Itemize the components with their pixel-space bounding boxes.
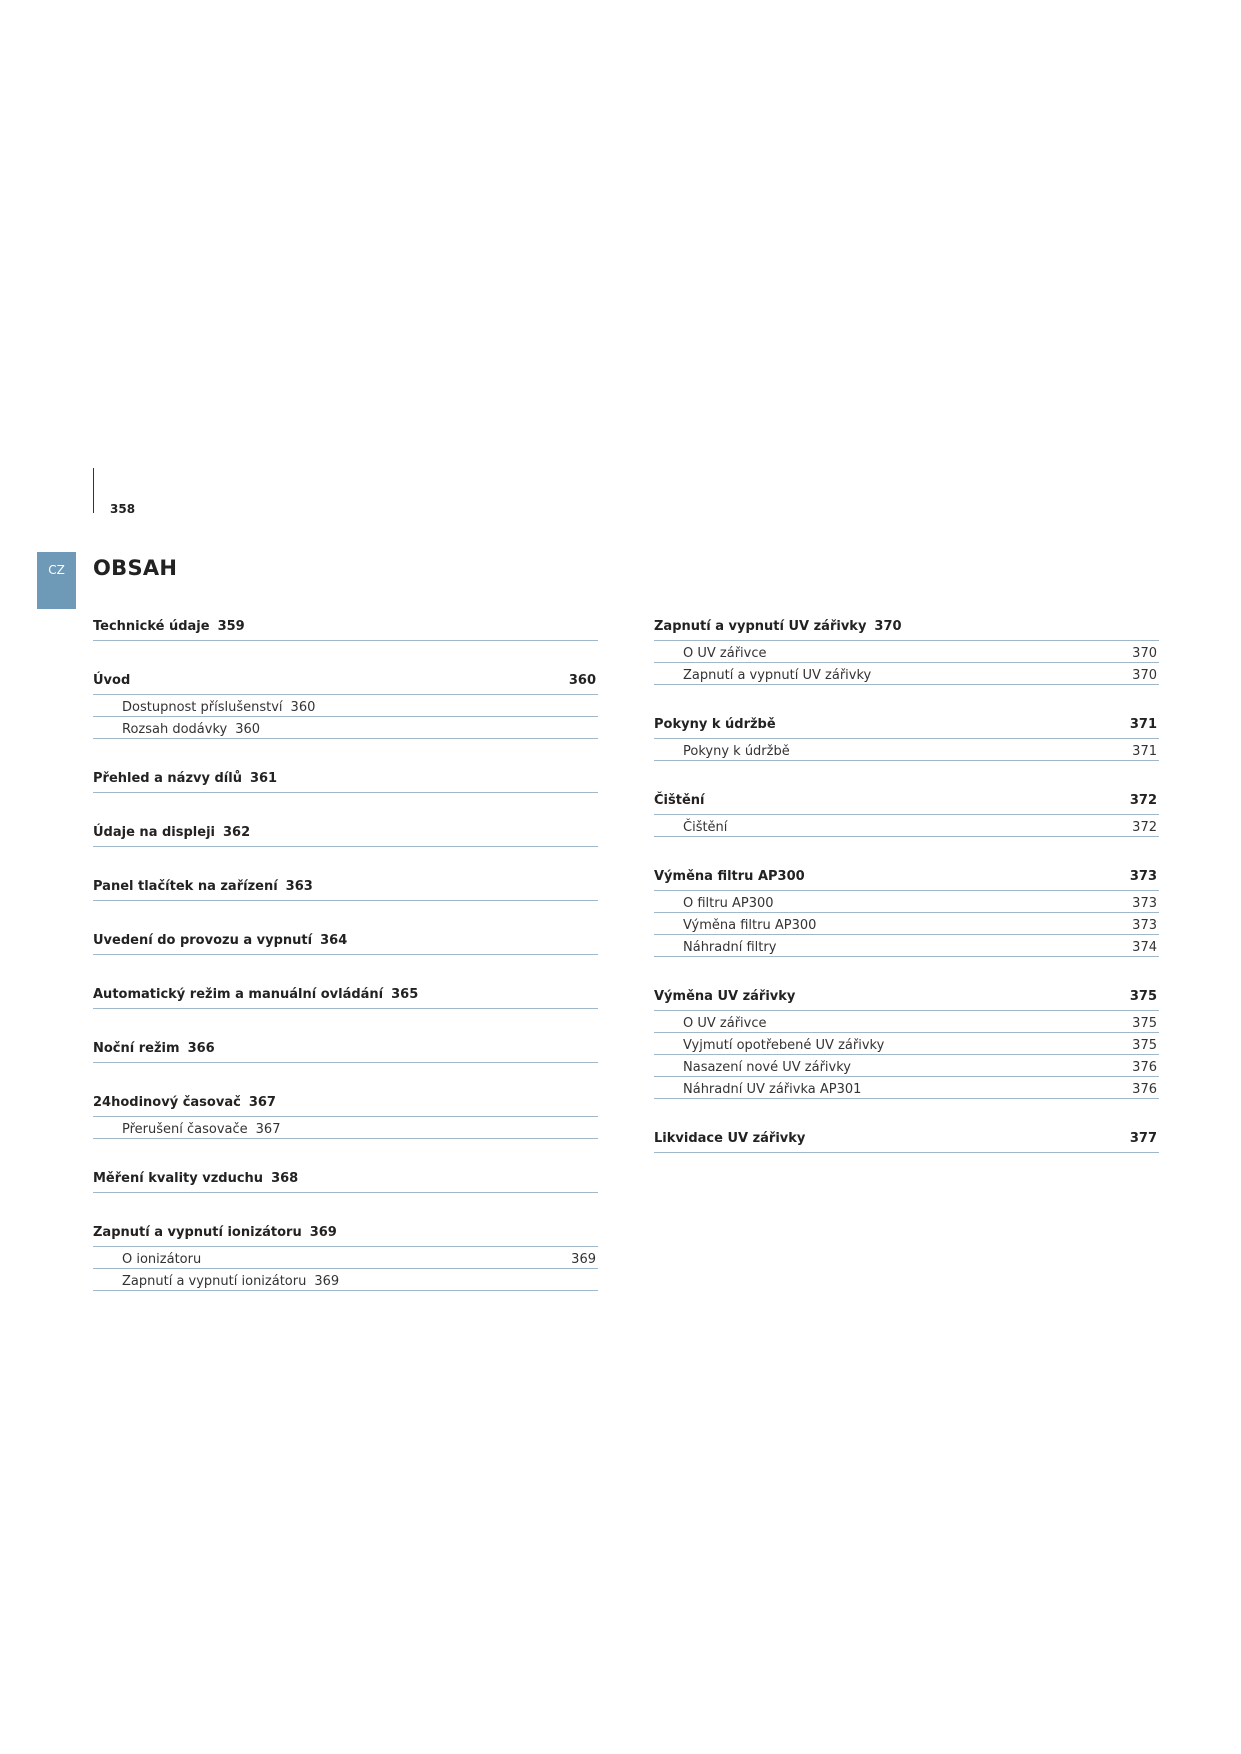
toc-entry[interactable] [654,782,1159,815]
language-tab: CZ [37,552,76,609]
toc-page-number: 373 [1132,917,1157,933]
toc-page-number: 361 [249,770,278,786]
toc-entry-label: Panel tlačítek na zařízení [93,878,278,894]
toc-page-number: 377 [1129,1130,1157,1146]
toc-group [654,782,1159,837]
toc-entry-label: Úvod [93,672,131,688]
toc-subentry[interactable] [654,891,1159,913]
toc-entry[interactable] [93,1030,598,1063]
toc-entry[interactable] [93,868,598,901]
toc-page-number: 376 [1132,1059,1157,1075]
toc-page-number: 367 [248,1094,276,1110]
toc-group [93,868,598,901]
toc-entry[interactable] [93,760,598,793]
toc-entry-label: Automatický režim a manuální ovládání [93,986,384,1002]
toc-group [93,662,598,739]
toc-group [93,1160,598,1193]
toc-entry-label: Čištění [654,792,705,808]
toc-subentry-label: Rozsah dodávky [122,721,228,737]
toc-page-number: 373 [1129,868,1157,884]
toc-page-number: 375 [1132,1037,1157,1053]
toc-left-column [93,608,598,1312]
toc-entry[interactable] [93,608,598,641]
toc-group [654,1120,1159,1153]
toc-entry[interactable] [93,662,598,695]
toc-page-number: 369 [309,1224,337,1240]
toc-page-number: 359 [217,618,245,634]
toc-group [93,1084,598,1139]
toc-page-number: 370 [1132,667,1157,683]
toc-subentry-label: Pokyny k údržbě [683,743,790,759]
toc-group [654,858,1159,957]
toc-entry-label: Výměna filtru AP300 [654,868,805,884]
toc-subentry[interactable] [654,739,1159,761]
toc-entry-label: Zapnutí a vypnutí UV zářivky [654,618,867,634]
toc-subentry[interactable] [654,1055,1159,1077]
toc-subentry-label: Zapnutí a vypnutí ionizátoru [122,1273,307,1289]
toc-subentry-label: Náhradní filtry [683,939,777,955]
toc-page-number: 360 [235,721,261,737]
toc-subentry-label: Vyjmutí opotřebené UV zářivky [683,1037,885,1053]
toc-page-number: 371 [1129,716,1157,732]
toc-page-number: 365 [391,986,419,1002]
toc-right-column [654,608,1159,1174]
toc-entry[interactable] [93,1160,598,1193]
toc-group [654,706,1159,761]
toc-page-number: 371 [1132,743,1157,759]
toc-subentry-label: Čištění [683,819,728,835]
toc-page-number: 370 [874,618,902,634]
toc-page-number: 375 [1129,988,1157,1004]
toc-entry[interactable] [93,1084,598,1117]
toc-entry[interactable] [93,1214,598,1247]
toc-page-number: 364 [320,932,348,948]
toc-subentry[interactable] [93,1117,598,1139]
toc-entry-label: 24hodinový časovač [93,1094,241,1110]
toc-subentry-label: O UV zářivce [683,645,767,661]
toc-entry[interactable] [654,858,1159,891]
page-title: OBSAH [93,556,178,580]
toc-group [93,760,598,793]
toc-subentry-label: Zapnutí a vypnutí UV zářivky [683,667,872,683]
toc-entry-label: Výměna UV zářivky [654,988,796,1004]
toc-entry[interactable] [93,922,598,955]
toc-group [93,922,598,955]
toc-group [93,1214,598,1291]
toc-page-number: 368 [271,1170,299,1186]
toc-subentry[interactable] [654,815,1159,837]
toc-group [93,976,598,1009]
toc-page-number: 373 [1132,895,1157,911]
toc-group [654,978,1159,1099]
toc-entry-label: Technické údaje [93,618,210,634]
toc-page-number: 366 [187,1040,215,1056]
toc-entry[interactable] [93,814,598,847]
toc-entry-label: Pokyny k údržbě [654,716,776,732]
toc-page-number: 360 [568,672,596,688]
toc-page-number: 369 [314,1273,340,1289]
toc-group [654,608,1159,685]
toc-entry[interactable] [654,1120,1159,1153]
toc-subentry[interactable] [93,695,598,717]
toc-page-number: 367 [255,1121,281,1137]
toc-subentry-label: Dostupnost příslušenství [122,699,283,715]
toc-subentry[interactable] [93,1269,598,1291]
toc-entry-label: Likvidace UV zářivky [654,1130,806,1146]
toc-subentry[interactable] [654,663,1159,685]
toc-entry-label: Přehled a názvy dílů [93,770,242,786]
toc-subentry-label: O UV zářivce [683,1015,767,1031]
toc-subentry-label: O filtru AP300 [683,895,774,911]
toc-page-number: 363 [285,878,313,894]
toc-entry-label: Noční režim [93,1040,180,1056]
toc-subentry-label: Náhradní UV zářivka AP301 [683,1081,862,1097]
toc-subentry-label: Přerušení časovače [122,1121,248,1137]
toc-subentry[interactable] [654,641,1159,663]
toc-subentry[interactable] [654,935,1159,957]
page-number: 358 [110,502,136,516]
toc-page-number: 362 [222,824,251,840]
toc-page-number: 374 [1132,939,1157,955]
toc-entry[interactable] [654,608,1159,641]
toc-page-number: 372 [1129,792,1157,808]
toc-group [93,814,598,847]
toc-group [93,1030,598,1063]
toc-entry-label: Údaje na displeji [93,824,215,840]
toc-page-number: 372 [1132,819,1157,835]
toc-subentry-label: Výměna filtru AP300 [683,917,817,933]
toc-subentry[interactable] [93,1247,598,1269]
toc-entry[interactable] [654,978,1159,1011]
toc-entry-label: Zapnutí a vypnutí ionizátoru [93,1224,302,1240]
toc-subentry[interactable] [93,717,598,739]
toc-entry[interactable] [93,976,598,1009]
toc-subentry-label: Nasazení nové UV zářivky [683,1059,851,1075]
toc-page-number: 360 [290,699,316,715]
toc-subentry[interactable] [654,1033,1159,1055]
toc-subentry[interactable] [654,1011,1159,1033]
toc-page-number: 369 [571,1251,596,1267]
toc-subentry[interactable] [654,1077,1159,1099]
toc-entry[interactable] [654,706,1159,739]
toc-page-number: 376 [1132,1081,1157,1097]
page-number-rule [93,468,94,513]
toc-page-number: 370 [1132,645,1157,661]
toc-page-number: 375 [1132,1015,1157,1031]
toc-subentry-label: O ionizátoru [122,1251,202,1267]
toc-entry-label: Měření kvality vzduchu [93,1170,264,1186]
toc-subentry[interactable] [654,913,1159,935]
toc-group [93,608,598,641]
toc-entry-label: Uvedení do provozu a vypnutí [93,932,313,948]
